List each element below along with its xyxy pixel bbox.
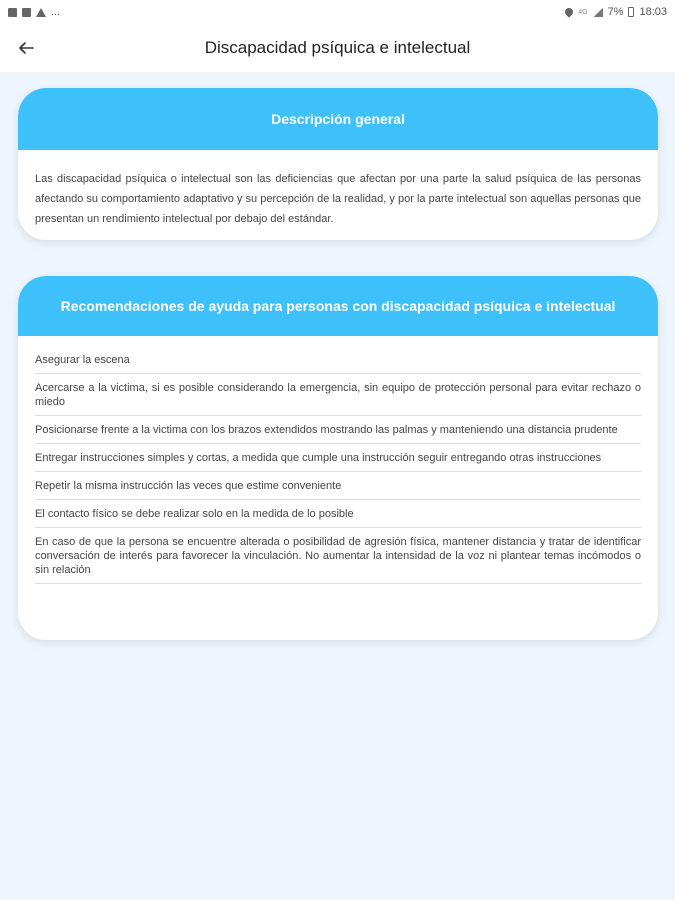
status-left [8, 6, 60, 18]
signal-icon [593, 8, 603, 17]
image-notification-icon [8, 8, 17, 17]
more-notifications-text: ... [51, 6, 61, 18]
recommendations-card-title: Recomendaciones de ayuda para personas con discapacidad psíquica e intelectual [60, 298, 616, 314]
network-type: 4G [578, 8, 588, 16]
recommendations-card [18, 276, 658, 640]
description-text: Las discapacidad psíquica o intelectual son las deficiencias que afectan por una parte la salud psíquica de las personas afectando su comportamiento adaptativo y su percepción de la realidad, y por la parte intelectual son aquellas personas que presentan un rendimiento intelectual por debajo del estándar. [35, 173, 641, 225]
content-area[interactable] [0, 72, 675, 900]
clock: 18:03 [639, 6, 667, 18]
warning-notification-icon [36, 8, 46, 17]
status-right [565, 6, 667, 18]
location-icon [564, 6, 575, 17]
list-item: Posicionarse frente a la victima con los brazos extendidos mostrando las palmas y manteniendo una distancia prudente [35, 416, 641, 444]
folder-notification-icon [22, 8, 31, 17]
list-item: Acercarse a la victima, si es posible considerando la emergencia, sin equipo de protección personal para evitar rechazo o miedo [35, 374, 641, 416]
list-item: Repetir la misma instrucción las veces que estime conveniente [35, 472, 641, 500]
list-item: Asegurar la escena [35, 346, 641, 374]
status-bar [0, 0, 675, 24]
app-bar [0, 24, 675, 72]
list-item: El contacto físico se debe realizar solo en la medida de lo posible [35, 500, 641, 528]
back-button[interactable] [12, 34, 40, 62]
page-title: Discapacidad psíquica e intelectual [204, 38, 471, 57]
recommendations-list [18, 336, 658, 584]
arrow-left-icon [18, 40, 34, 56]
description-card-header [18, 88, 658, 150]
list-item: En caso de que la persona se encuentre alterada o posibilidad de agresión física, mantener distancia y tratar de identificar conversación de interés para favorecer la vinculación. No aumentar la intensidad de la voz ni plantear temas incómodos o sin relación [35, 528, 641, 584]
description-card [18, 88, 658, 240]
recommendations-card-header [18, 276, 658, 336]
list-item: Entregar instrucciones simples y cortas, a medida que cumple una instrucción seguir entregando otras instrucciones [35, 444, 641, 472]
description-card-title: Descripción general [271, 111, 405, 127]
battery-percent: 7% [607, 6, 624, 18]
battery-icon [628, 7, 634, 17]
